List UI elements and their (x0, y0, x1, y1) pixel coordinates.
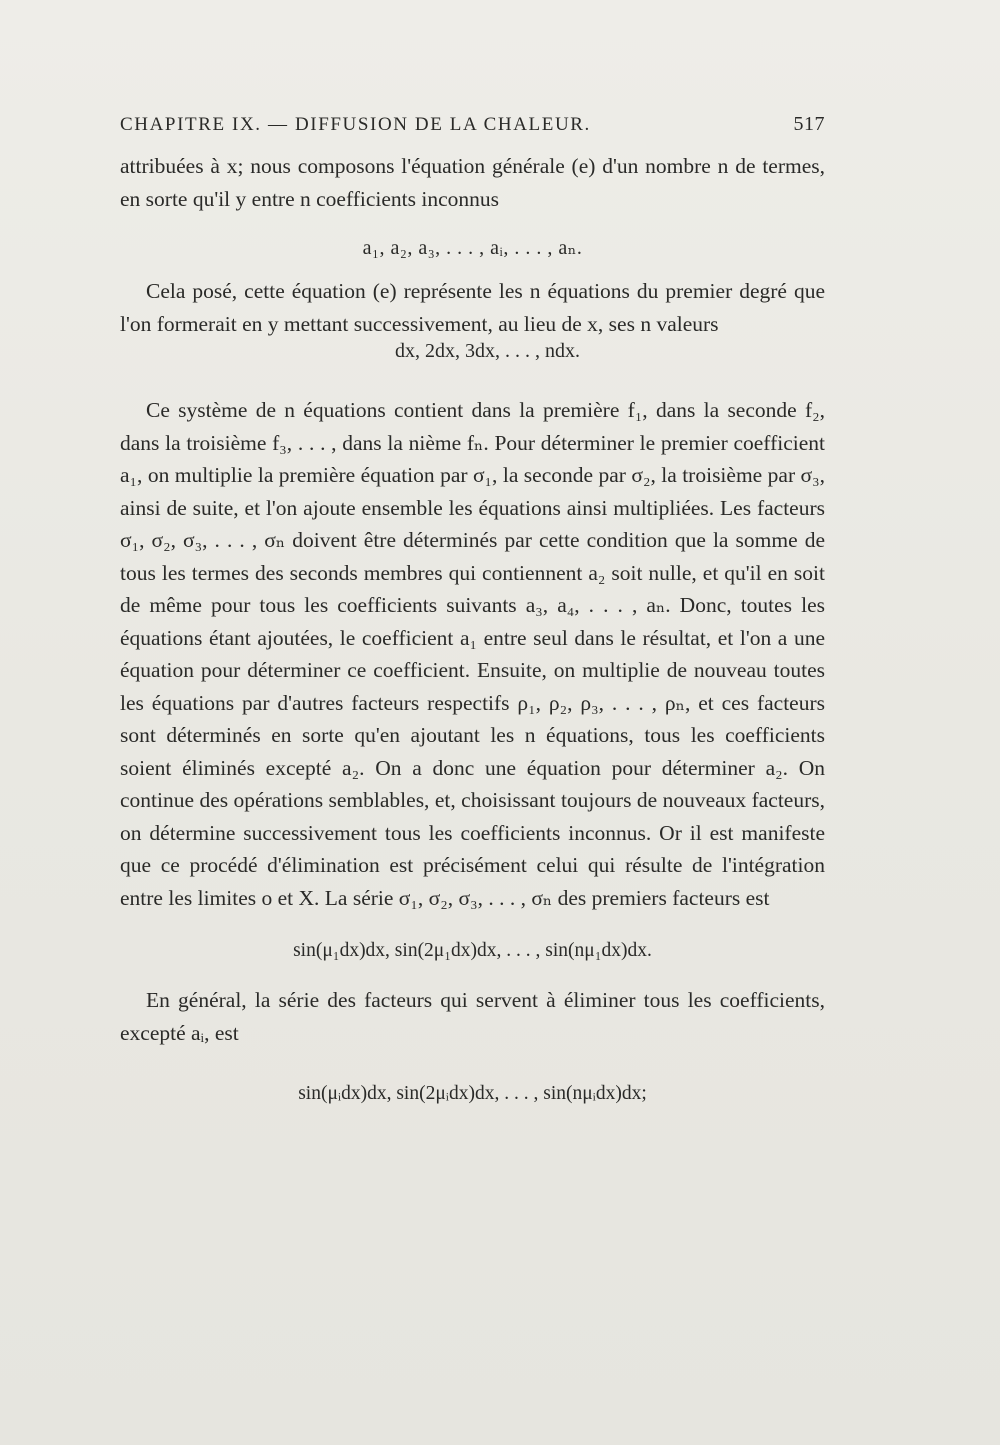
main-text (120, 150, 825, 1127)
chapter-title: CHAPITRE IX. — DIFFUSION DE LA CHALEUR. (120, 114, 591, 135)
equation-sigma-factors: sin(μ₁dx)dx, sin(2μ₁dx)dx, . . . , sin(nμ₁dx)dx. (293, 940, 652, 961)
paragraph-1: attribuées à x; nous composons l'équation générale (e) d'un nombre n de termes, en sorte qu'il y entre n coefficients inconnus (120, 154, 825, 211)
running-header (120, 113, 825, 145)
paragraph-4: En général, la série des facteurs qui servent à éliminer tous les coefficients, excepté aᵢ, est (120, 988, 825, 1045)
equation-coefficients: a₁, a₂, a₃, . . . , aᵢ, . . . , aₙ. (362, 237, 583, 259)
equation-general-factors: sin(μᵢdx)dx, sin(2μᵢdx)dx, . . . , sin(nμᵢdx)dx; (298, 1083, 647, 1104)
paragraph-3: Ce système de n équations contient dans la première f₁, dans la seconde f₂, dans la troisième f₃, . . . , dans la nième fₙ. Pour déterminer le premier coefficient a₁, on multiplie la première équation par σ₁, la seconde par σ₂, la troisième par σ₃, ainsi de suite, et l'on ajoute ensemble les équations ainsi multipliées. Les facteurs σ₁, σ₂, σ₃, . . . , σₙ doivent être déterminés par cette condition que la somme de tous les termes des seconds membres qui contiennent a₂ soit nulle, et qu'il en soit de même pour tous les coefficients suivants a₃, a₄, . . . , aₙ. Donc, toutes les équations étant ajoutées, le coefficient a₁ entre seul dans le résultat, et l'on a une équation pour déterminer ce coefficient. Ensuite, on multiplie de nouveau toutes les équations par d'autres facteurs respectifs ρ₁, ρ₂, ρ₃, . . . , ρₙ, et ces facteurs sont déterminés en sorte qu'en ajoutant les n équations, tous les coefficients soient éliminés excepté a₂. On a donc une équation pour déterminer a₂. On continue des opérations semblables, et, choisissant toujours de nouveaux facteurs, on détermine successivement tous les coefficients inconnus. Or il est manifeste que ce procédé d'élimination est précisément celui qui résulte de l'intégration entre les limites o et X. La série σ₁, σ₂, σ₃, . . . , σₙ des premiers facteurs est (120, 398, 825, 910)
page-number: 517 (793, 113, 825, 135)
paragraph-2: Cela posé, cette équation (e) représente les n équations du premier degré que l'on formerait en y mettant successivement, au lieu de x, ses n valeurs (120, 279, 825, 336)
equation-values: dx, 2dx, 3dx, . . . , ndx. (395, 340, 580, 362)
